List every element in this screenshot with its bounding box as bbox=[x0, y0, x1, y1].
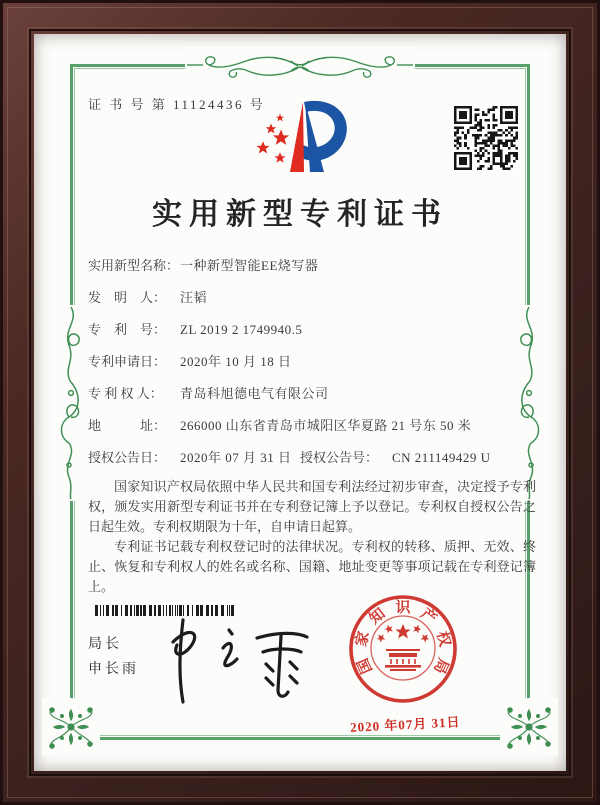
field-row-patent-no bbox=[88, 319, 538, 340]
seal-char: 权 bbox=[433, 629, 453, 649]
director-name: 申长雨 bbox=[88, 660, 139, 676]
field-row-address bbox=[88, 415, 538, 436]
bottom-left-floral-ornament bbox=[42, 698, 100, 756]
field-label: 实用新型名称： bbox=[88, 258, 180, 273]
field-value: ZL 2019 2 1749940.5 bbox=[180, 322, 303, 337]
field-value: 青岛科旭德电气有限公司 bbox=[180, 386, 329, 401]
certificate-title: 实用新型专利证书 bbox=[152, 198, 448, 231]
field-row-name bbox=[88, 255, 538, 276]
qr-code bbox=[454, 106, 518, 170]
grant-date-pair bbox=[88, 450, 292, 465]
director-signature bbox=[139, 612, 324, 712]
field-row-filing-date bbox=[88, 351, 538, 372]
seal-char: 产 bbox=[417, 605, 440, 628]
director-title: 局长 bbox=[88, 635, 122, 651]
field-row-inventor bbox=[88, 287, 538, 308]
seal-date: 2020 年07月 31日 bbox=[349, 714, 461, 735]
field-value: 一种新型智能EE烧写器 bbox=[180, 258, 319, 273]
bottom-right-floral-ornament bbox=[500, 698, 558, 756]
field-label: 地 址： bbox=[88, 418, 167, 433]
grant-number-pair bbox=[300, 447, 490, 468]
field-value: 2020年 07 月 31 日 bbox=[180, 450, 292, 465]
field-value: CN 211149429 U bbox=[392, 450, 491, 465]
certificate-number: 证 书 号 第 11124436 号 bbox=[88, 97, 266, 112]
certificate-fields bbox=[88, 255, 538, 479]
field-label: 授权公告号： bbox=[300, 450, 379, 465]
seal-char: 国 bbox=[355, 655, 376, 676]
seal-national-emblem bbox=[371, 616, 435, 680]
field-row-grant bbox=[88, 447, 538, 468]
field-value: 266000 山东省青岛市城阳区华夏路 21 号东 50 米 bbox=[180, 418, 472, 433]
cnipa-logo bbox=[240, 94, 360, 180]
seal-char: 家 bbox=[353, 629, 373, 649]
field-label: 授权公告日： bbox=[88, 450, 167, 465]
legal-paragraph-2: 专利证书记载专利权登记时的法律状况。专利权的转移、质押、无效、终止、恢复和专利权人的姓名或名称、国籍、地址变更等事项记载在专利登记簿上。 bbox=[88, 539, 536, 594]
top-flourish-ornament bbox=[185, 47, 415, 83]
director-block bbox=[88, 631, 139, 681]
seal-char: 识 bbox=[395, 600, 411, 616]
field-value: 2020年 10 月 18 日 bbox=[180, 354, 292, 369]
field-label: 专 利 号： bbox=[88, 322, 167, 337]
official-seal bbox=[316, 568, 506, 753]
legal-paragraph-1: 国家知识产权局依照中华人民共和国专利法经过初步审查，决定授予专利权，颁发实用新型专利证书并在专利登记簿上予以登记。专利权自授权公告之日起生效。专利权期限为十年，自申请日起算。 bbox=[88, 479, 536, 534]
seal-char: 局 bbox=[430, 655, 451, 676]
field-label: 发 明 人： bbox=[88, 290, 167, 305]
left-scroll-ornament bbox=[55, 305, 87, 501]
seal-char: 知 bbox=[366, 605, 389, 628]
field-row-patentee bbox=[88, 383, 538, 404]
field-label: 专 利 权 人： bbox=[88, 386, 163, 401]
certificate-paper bbox=[34, 34, 566, 771]
field-label: 专利申请日： bbox=[88, 354, 167, 369]
field-value: 汪韬 bbox=[180, 290, 208, 305]
